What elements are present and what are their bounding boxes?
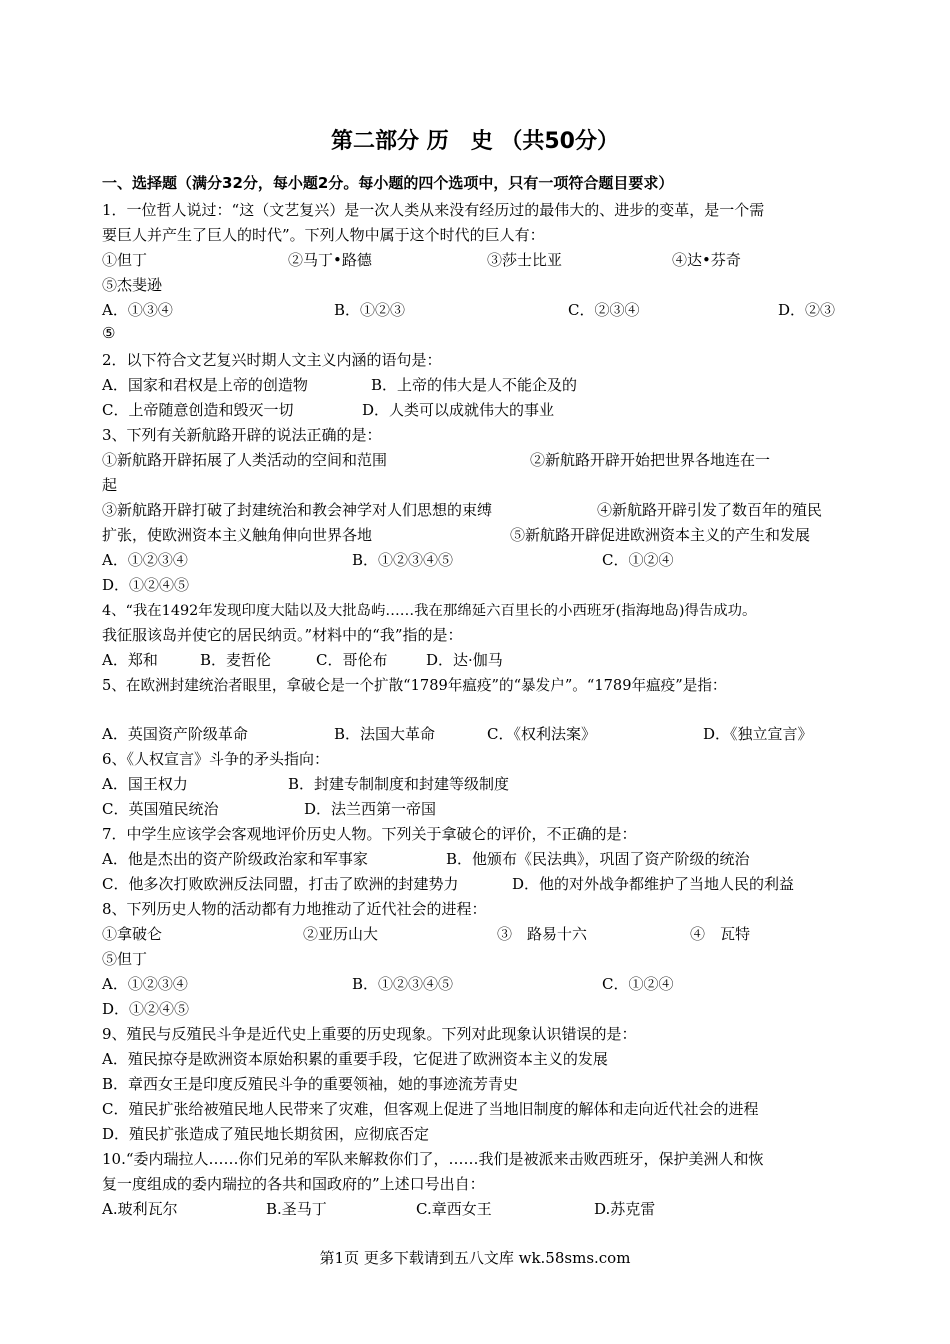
q8-option-b: B．①②③④⑤	[352, 975, 454, 993]
q10-option-b: B.圣马丁	[266, 1200, 327, 1218]
q8-option-d: D．①②④⑤	[102, 1000, 190, 1018]
page-title: 第二部分 历 史 （共50分）	[331, 129, 619, 154]
q5-stem: 5、在欧洲封建统治者眼里，拿破仑是一个扩散“1789年瘟疫”的“暴发户”。“1789年瘟疫”是指：	[102, 677, 727, 694]
q1-item-1: ①但丁	[102, 251, 148, 269]
q8-option-c: C．①②④	[602, 975, 674, 993]
q6-option-d: D．法兰西第一帝国	[304, 800, 437, 818]
q3-option-c: C．①②④	[602, 551, 674, 569]
q9-option-c: C．殖民扩张给被殖民地人民带来了灾难，但客观上促进了当地旧制度的解体和走向近代社会的进程	[102, 1100, 759, 1118]
q3-item-2: ②新航路开辟开始把世界各地连在一	[530, 451, 771, 469]
q8-item-3: ③ 路易十六	[497, 925, 588, 943]
q1-option-d: D．②③	[778, 301, 836, 319]
section-heading: 一、选择题（满分32分，每小题2分。每小题的四个选项中，只有一项符合题目要求）	[102, 174, 674, 192]
q1-option-a: A．①③④	[102, 301, 173, 319]
q1-item-4: ④达•芬奇	[672, 251, 741, 269]
q7-stem: 7．中学生应该学会客观地评价历史人物。下列关于拿破仑的评价，不正确的是：	[102, 825, 637, 843]
q8-item-5: ⑤但丁	[102, 950, 148, 968]
q8-item-1: ①拿破仑	[102, 925, 163, 943]
q6-option-c: C．英国殖民统治	[102, 800, 219, 818]
q1-option-d-wrap: ⑤	[102, 324, 116, 342]
q3-item-5: ⑤新航路开辟促进欧洲资本主义的产生和发展	[510, 526, 811, 544]
q10-stem-line2: 复一度组成的委内瑞拉的各共和国政府的”上述口号出自：	[102, 1175, 485, 1193]
q1-option-b: B．①②③	[334, 301, 406, 319]
q2-option-c: C．上帝随意创造和毁灭一切	[102, 401, 294, 419]
q3-option-a: A．①②③④	[102, 551, 188, 569]
q4-option-a: A．郑和	[102, 651, 158, 669]
q4-option-b: B．麦哲伦	[200, 651, 272, 669]
q7-option-d: D．他的对外战争都维护了当地人民的利益	[512, 875, 795, 893]
q5-option-c: C．《权利法案》	[487, 725, 596, 743]
q4-stem-line2: 我征服该岛并使它的居民纳贡。”材料中的“我”指的是：	[102, 626, 463, 644]
q3-item-3: ③新航路开辟打破了封建统治和教会神学对人们思想的束缚	[102, 501, 493, 519]
q10-stem-line1: 10.“委内瑞拉人……你们兄弟的军队来解救你们了，……我们是被派来击败西班牙，保护美洲人和恢	[102, 1150, 764, 1168]
q4-option-c: C．哥伦布	[316, 651, 388, 669]
q6-stem: 6、《人权宣言》斗争的矛头指向：	[102, 750, 330, 768]
q9-option-a: A．殖民掠夺是欧洲资本原始积累的重要手段，它促进了欧洲资本主义的发展	[102, 1050, 608, 1068]
q9-stem: 9、殖民与反殖民斗争是近代史上重要的历史现象。下列对此现象认识错误的是：	[102, 1025, 637, 1043]
q1-item-3: ③莎士比亚	[487, 251, 563, 269]
q1-option-c: C．②③④	[568, 301, 640, 319]
q3-option-d: D．①②④⑤	[102, 576, 190, 594]
q8-stem: 8、下列历史人物的活动都有力地推动了近代社会的进程：	[102, 900, 487, 918]
q2-option-a: A．国家和君权是上帝的创造物	[102, 376, 308, 394]
q2-option-d: D．人类可以成就伟大的事业	[362, 401, 555, 419]
q6-option-b: B．封建专制制度和封建等级制度	[288, 775, 510, 793]
q9-option-d: D．殖民扩张造成了殖民地长期贫困，应彻底否定	[102, 1125, 430, 1143]
q1-item-2: ②马丁•路德	[288, 251, 372, 269]
q10-option-a: A.玻利瓦尔	[102, 1200, 178, 1218]
page-footer: 第1页 更多下载请到五八文库 wk.58sms.com	[319, 1249, 631, 1267]
q8-item-4: ④ 瓦特	[690, 925, 751, 943]
q7-option-a: A．他是杰出的资产阶级政治家和军事家	[102, 850, 368, 868]
q5-option-d: D．《独立宣言》	[703, 725, 813, 743]
q9-option-b: B．章西女王是印度反殖民斗争的重要领袖，她的事迹流芳青史	[102, 1075, 519, 1093]
q3-option-b: B．①②③④⑤	[352, 551, 454, 569]
q3-stem: 3、下列有关新航路开辟的说法正确的是：	[102, 426, 382, 444]
q10-option-d: D.苏克雷	[594, 1200, 656, 1218]
q5-option-b: B．法国大革命	[334, 725, 436, 743]
q10-option-c: C.章西女王	[416, 1200, 492, 1218]
q5-option-a: A．英国资产阶级革命	[102, 725, 248, 743]
q3-item-4: ④新航路开辟引发了数百年的殖民	[597, 501, 823, 519]
q4-option-d: D．达·伽马	[426, 651, 503, 669]
q1-stem-line1: 1．一位哲人说过：“这（文艺复兴）是一次人类从来没有经历过的最伟大的、进步的变革，是一个需	[102, 201, 765, 219]
q3-item-2-wrap: 起	[102, 476, 118, 494]
q6-option-a: A．国王权力	[102, 775, 188, 793]
q3-item-1: ①新航路开辟拓展了人类活动的空间和范围	[102, 451, 388, 469]
q8-option-a: A．①②③④	[102, 975, 188, 993]
q4-stem-line1: 4、“我在1492年发现印度大陆以及大批岛屿……我在那绵延六百里长的小西班牙(指海地岛)得告成功。	[102, 603, 757, 619]
q7-option-b: B．他颁布《民法典》，巩固了资产阶级的统治	[446, 850, 750, 868]
q2-stem: 2．以下符合文艺复兴时期人文主义内涵的语句是：	[102, 351, 442, 369]
q7-option-c: C．他多次打败欧洲反法同盟，打击了欧洲的封建势力	[102, 875, 459, 893]
q2-option-b: B．上帝的伟大是人不能企及的	[371, 376, 578, 394]
q3-item-4-wrap: 扩张，使欧洲资本主义触角伸向世界各地	[102, 526, 373, 544]
q8-item-2: ②亚历山大	[303, 925, 379, 943]
q1-item-5: ⑤杰斐逊	[102, 276, 163, 294]
q1-stem-line2: 要巨人并产生了巨人的时代”。下列人物中属于这个时代的巨人有：	[102, 226, 545, 244]
